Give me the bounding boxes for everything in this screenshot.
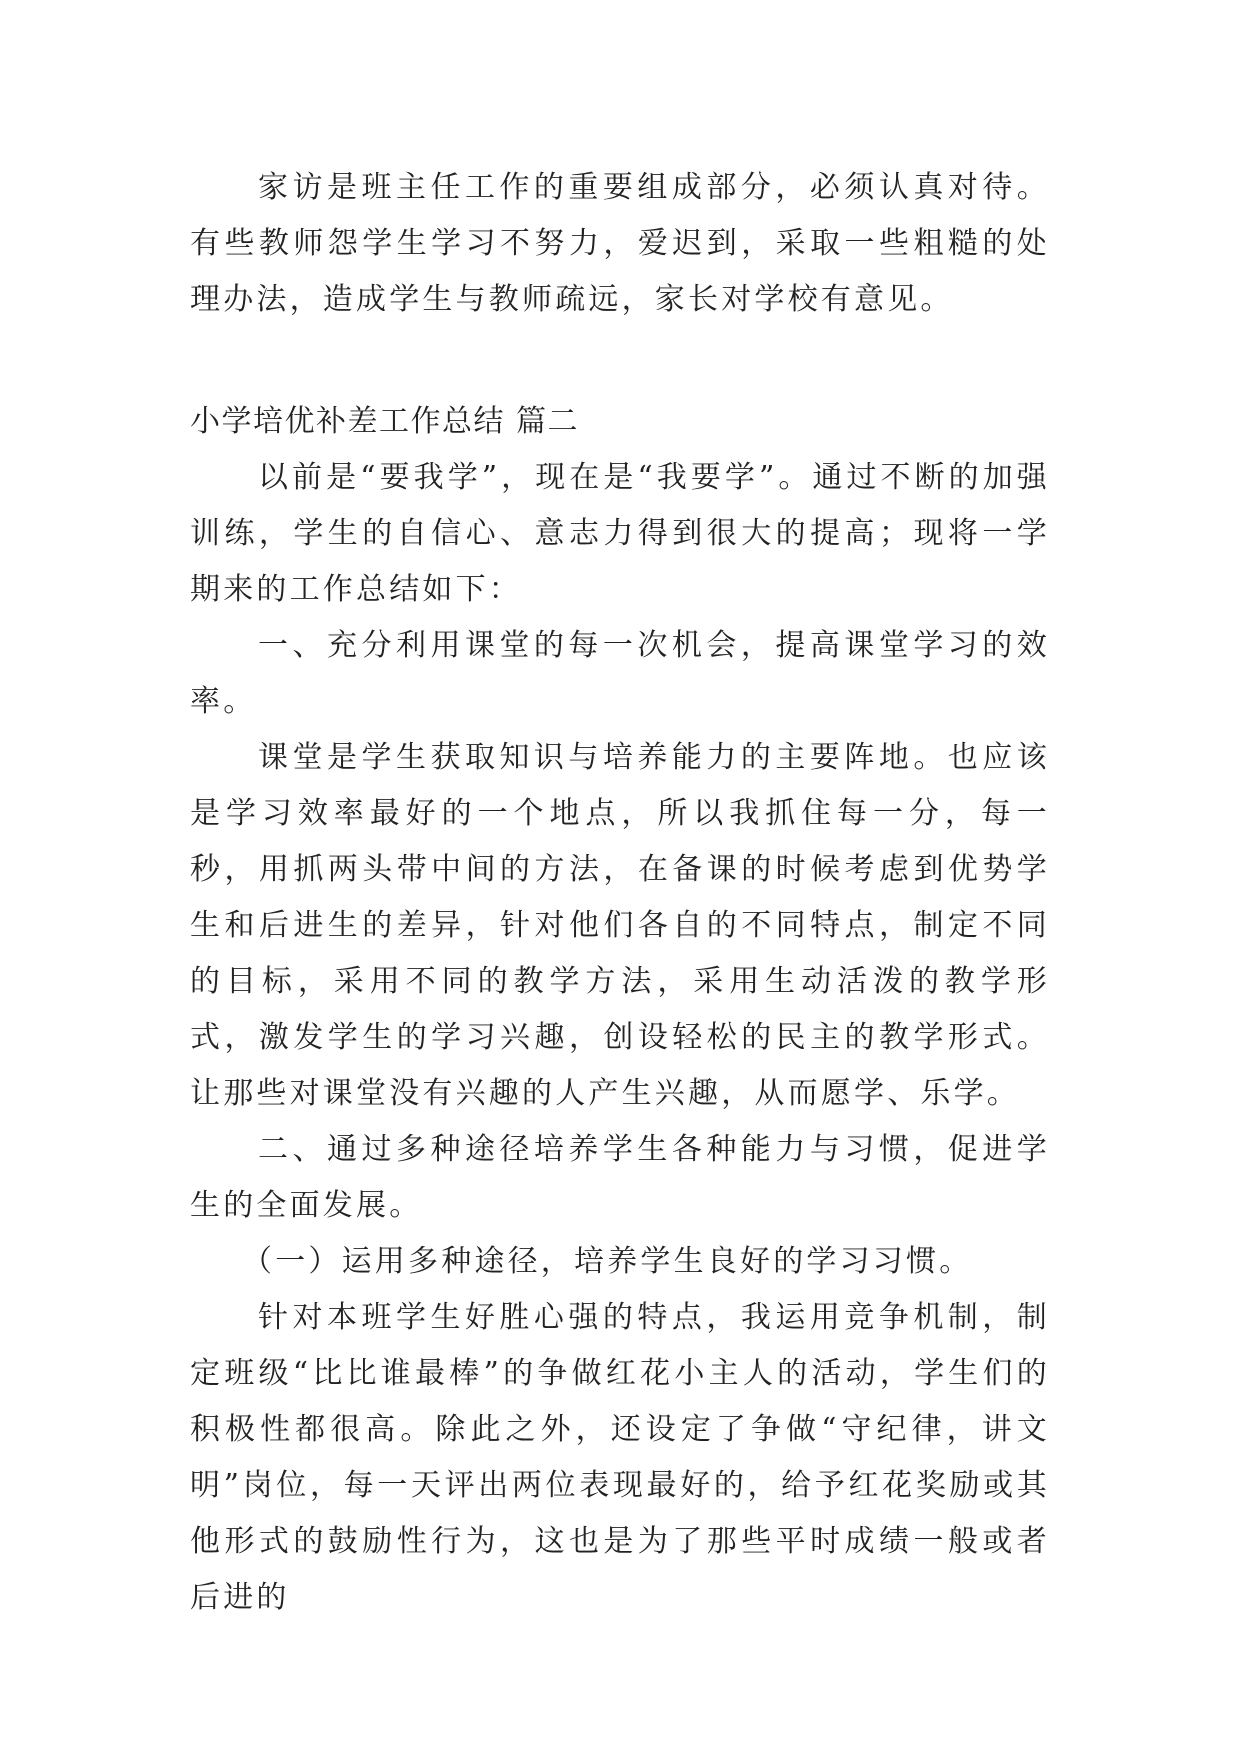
paragraph-competition: 针对本班学生好胜心强的特点，我运用竞争机制，制定班级“比比谁最棒”的争做红花小主人的活动，学生们的积极性都很高。除此之外，还设定了争做“守纪律，讲文明”岗位，每一天评出两位表现最好的，给予红花奖励或其他形式的鼓励性行为，这也是为了那些平时成绩一般或者后进的 [190,1300,1050,1615]
section-heading: 小学培优补差工作总结 篇二 [190,404,580,439]
intro-section [190,160,1050,328]
paragraph-subpoint-one: （一）运用多种途径，培养学生良好的学习习惯。 [242,1244,973,1279]
paragraph-intro: 以前是“要我学”，现在是“我要学”。通过不断的加强训练，学生的自信心、意志力得到很大的提高；现将一学期来的工作总结如下： [190,460,1050,607]
paragraph-point-two: 二、通过多种途径培养学生各种能力与习惯，促进学生的全面发展。 [190,1132,1050,1223]
main-section [190,394,1050,1626]
intro-paragraph: 家访是班主任工作的重要组成部分，必须认真对待。有些教师怨学生学习不努力，爱迟到，采取一些粗糙的处理办法，造成学生与教师疏远，家长对学校有意见。 [190,170,1050,317]
paragraph-point-one: 一、充分利用课堂的每一次机会，提高课堂学习的效率。 [190,628,1050,719]
paragraph-classroom: 课堂是学生获取知识与培养能力的主要阵地。也应该是学习效率最好的一个地点，所以我抓住每一分，每一秒，用抓两头带中间的方法，在备课的时候考虑到优势学生和后进生的差异，针对他们各自的不同特点，制定不同的目标，采用不同的教学方法，采用生动活泼的教学形式，激发学生的学习兴趣，创设轻松的民主的教学形式。让那些对课堂没有兴趣的人产生兴趣，从而愿学、乐学。 [190,740,1050,1111]
